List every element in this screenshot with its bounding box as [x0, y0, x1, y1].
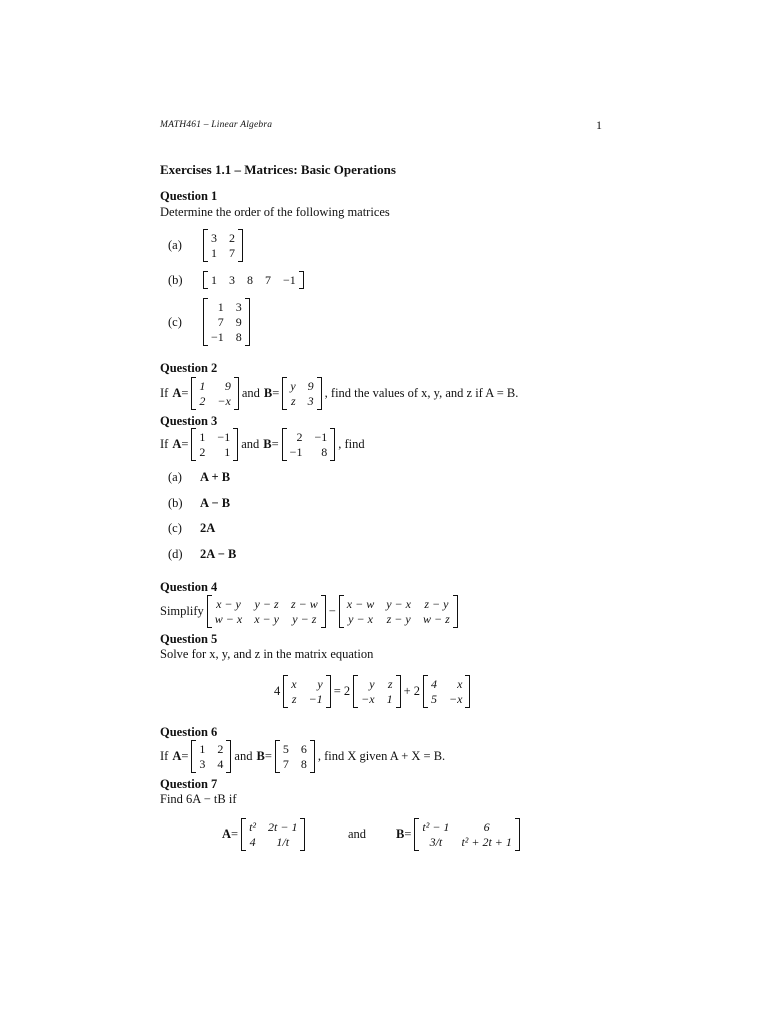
- q3-part-d: (d) 2A − B: [168, 547, 237, 561]
- matrix: 3 2 1 7: [203, 229, 243, 262]
- matrix: t² − 1 6 3/t t² + 2t + 1: [414, 818, 520, 851]
- question-7-heading: Question 7: [160, 777, 218, 791]
- matrix: 1 3 7 9 −1 8: [203, 298, 250, 346]
- q1-part-a: [168, 229, 246, 262]
- question-5-prompt: Solve for x, y, and z in the matrix equation: [160, 647, 374, 661]
- question-4-heading: Question 4: [160, 580, 218, 594]
- q1-part-c: [168, 298, 253, 346]
- matrix: y z −x 1: [353, 675, 400, 708]
- matrix: 4 x 5 −x: [423, 675, 470, 708]
- question-4-body: Simplify x − y y − z z − w w − x x − y y − z − x − w y − x z − y y − x z − y w − z: [160, 595, 461, 628]
- part-label: (b): [168, 272, 183, 287]
- matrix: 2 −1 −1 8: [282, 428, 336, 461]
- question-7-matrix-a: A = t² 2t − 1 4 1/t: [222, 818, 308, 851]
- question-7-matrix-b: B = t² − 1 6 3/t t² + 2t + 1: [396, 818, 523, 851]
- question-6-heading: Question 6: [160, 725, 218, 739]
- question-2-heading: Question 2: [160, 361, 218, 375]
- course-header: MATH461 – Linear Algebra: [160, 120, 273, 130]
- q3-part-b: (b) A − B: [168, 496, 231, 510]
- part-label: (c): [168, 314, 182, 329]
- question-2-body: If A = 1 9 2 −x and B = y 9 z 3 , find the values of x, y, and z if A = B.: [160, 379, 519, 408]
- matrix: x y z −1: [283, 675, 330, 708]
- question-7-and: and: [348, 827, 367, 841]
- matrix: t² 2t − 1 4 1/t: [241, 818, 305, 851]
- matrix: x − w y − x z − y y − x z − y w − z: [339, 595, 458, 628]
- question-3-body: If A = 1 −1 2 1 and B = 2 −1 −1 8 , find: [160, 430, 365, 459]
- matrix: 1 −1 2 1: [191, 428, 238, 461]
- part-label: (a): [168, 238, 182, 252]
- matrix: 1 3 8 7 −1: [203, 271, 304, 289]
- page-number: 1: [596, 118, 602, 132]
- matrix: 1 2 3 4: [191, 740, 231, 773]
- matrix: 5 6 7 8: [275, 740, 315, 773]
- q3-part-c: (c) 2A: [168, 521, 216, 535]
- question-3-heading: Question 3: [160, 414, 218, 428]
- question-5-equation: 4 x y z −1 = 2 y z −x 1 + 2 4 x 5 −x: [274, 675, 473, 708]
- question-1-prompt: Determine the order of the following matrices: [160, 205, 390, 219]
- question-5-heading: Question 5: [160, 632, 218, 646]
- question-7-prompt: Find 6A − tB if: [160, 792, 237, 806]
- matrix: x − y y − z z − w w − x x − y y − z: [207, 595, 326, 628]
- q3-part-a: (a) A + B: [168, 470, 231, 484]
- matrix: 1 9 2 −x: [191, 377, 238, 410]
- page-title: Exercises 1.1 – Matrices: Basic Operations: [160, 162, 396, 177]
- question-1-heading: Question 1: [160, 189, 218, 203]
- matrix: y 9 z 3: [282, 377, 321, 410]
- q1-part-b: [168, 271, 307, 289]
- question-6-body: If A = 1 2 3 4 and B = 5 6 7 8 , find X given A + X = B.: [160, 742, 446, 771]
